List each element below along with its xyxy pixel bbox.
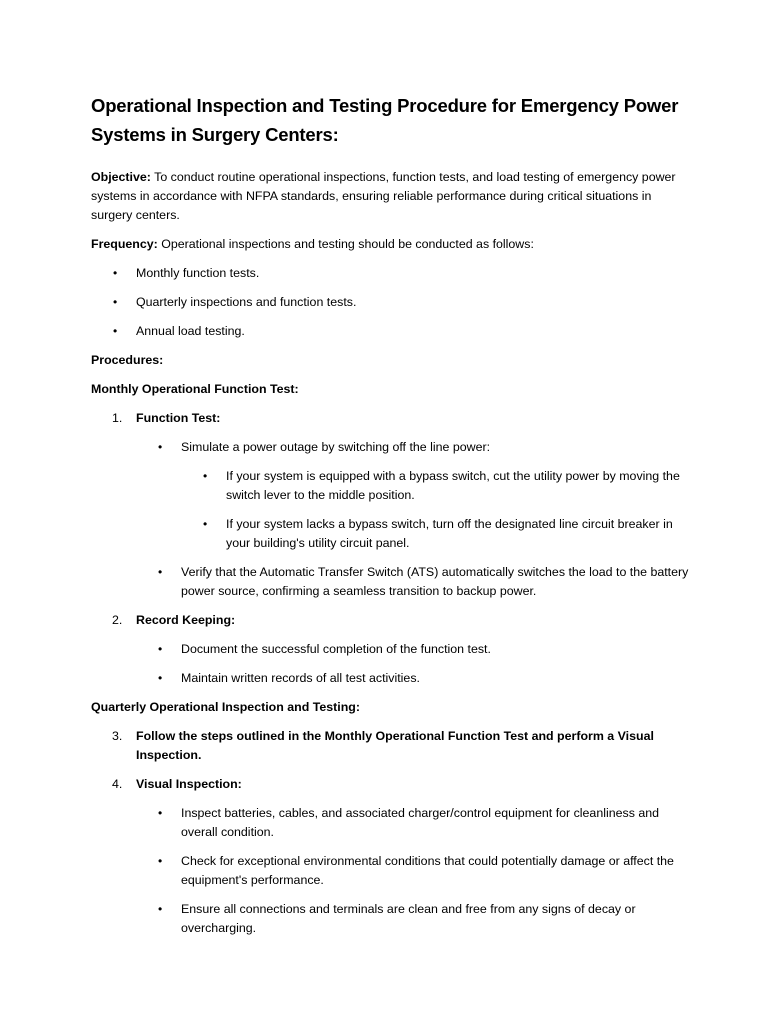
step-visual-inspection [91, 775, 691, 938]
visual-inspection-bullets [136, 804, 691, 938]
list-item: • Annual load testing. [91, 322, 691, 341]
step-function-test [91, 409, 691, 601]
objective-label: Objective: [91, 170, 151, 184]
list-item [136, 438, 691, 553]
step-number: 1. [112, 411, 123, 425]
step-number: 2. [112, 613, 123, 627]
step-title: Record Keeping: [136, 613, 236, 627]
document-body [91, 91, 691, 948]
list-item: • If your system lacks a bypass switch, turn off the designated line circuit breaker in your building's utility circuit panel. [181, 515, 691, 553]
frequency-text: Operational inspections and testing should be conducted as follows: [161, 237, 534, 251]
frequency-list [91, 264, 691, 341]
frequency-label: Frequency: [91, 237, 158, 251]
step-title: Follow the steps outlined in the Monthly Operational Function Test and perform a Visual Inspection. [136, 729, 654, 762]
list-item: • Check for exceptional environmental conditions that could potentially damage or affect the equipment's performance. [136, 852, 691, 890]
procedures-heading [91, 351, 691, 370]
list-item: • Quarterly inspections and function tests. [91, 293, 691, 312]
step-number: 4. [112, 777, 123, 791]
list-item: • If your system is equipped with a bypass switch, cut the utility power by moving the switch lever to the middle position. [181, 467, 691, 505]
quarterly-steps [91, 727, 691, 938]
objective-paragraph [91, 168, 691, 225]
monthly-steps [91, 409, 691, 688]
step-record-keeping [91, 611, 691, 688]
step-number: 3. [112, 729, 123, 743]
list-item: • Document the successful completion of the function test. [136, 640, 691, 659]
bypass-sub-bullets [181, 467, 691, 553]
list-item: • Maintain written records of all test activities. [136, 669, 691, 688]
record-keeping-bullets [136, 640, 691, 688]
objective-text: To conduct routine operational inspections, function tests, and load testing of emergency power systems in accordance with NFPA standards, ensuring reliable performance during critical situations in surgery centers. [91, 170, 676, 222]
list-item: • Ensure all connections and terminals are clean and free from any signs of decay or overcharging. [136, 900, 691, 938]
list-item: • Monthly function tests. [91, 264, 691, 283]
function-test-bullets [136, 438, 691, 601]
monthly-heading [91, 380, 691, 399]
list-item: • Verify that the Automatic Transfer Switch (ATS) automatically switches the load to the battery power source, confirming a seamless transition to backup power. [136, 563, 691, 601]
step-title: Function Test: [136, 411, 221, 425]
list-item: • Inspect batteries, cables, and associated charger/control equipment for cleanliness and overall condition. [136, 804, 691, 842]
quarterly-heading [91, 698, 691, 717]
procedures-heading-text: Procedures: [91, 353, 164, 367]
list-item-text: Simulate a power outage by switching off the line power: [181, 440, 491, 454]
frequency-paragraph [91, 235, 691, 254]
document-title: Operational Inspection and Testing Procedure for Emergency Power Systems in Surgery Centers: [91, 95, 679, 145]
quarterly-heading-text: Quarterly Operational Inspection and Testing: [91, 700, 360, 714]
step-follow-monthly [91, 727, 691, 765]
step-title: Visual Inspection: [136, 777, 242, 791]
monthly-heading-text: Monthly Operational Function Test: [91, 382, 299, 396]
